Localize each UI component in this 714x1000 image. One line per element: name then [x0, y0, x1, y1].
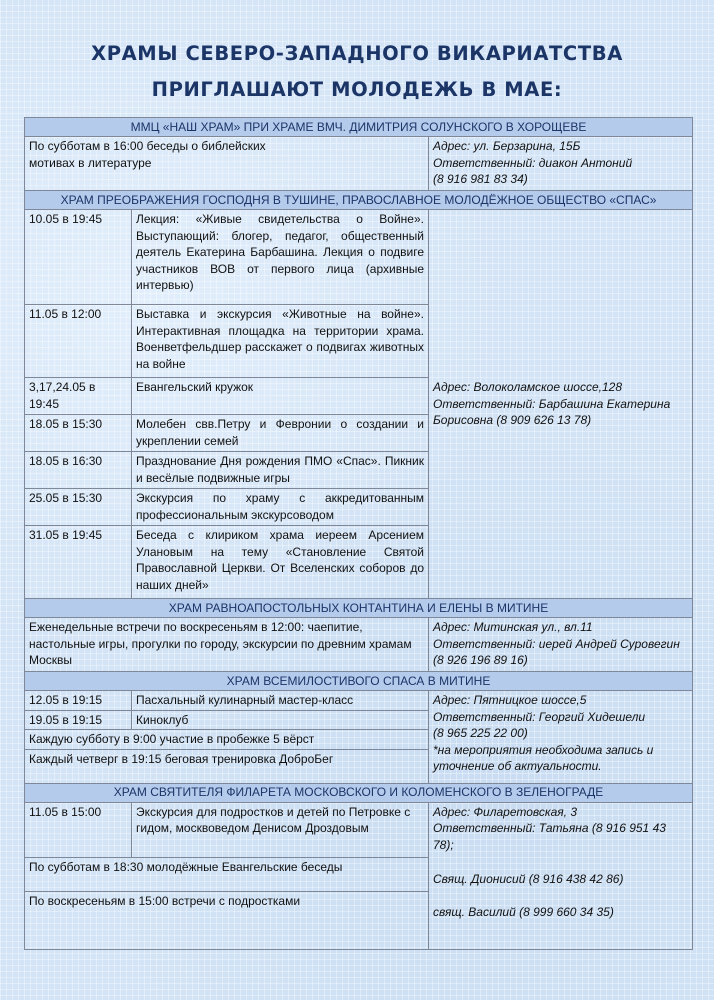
- event-date: 19.05 в 19:15: [25, 710, 132, 730]
- contact-cell: [429, 210, 693, 599]
- page-title-line2: ПРИГЛАШАЮТ МОЛОДЕЖЬ В МАЕ:: [151, 78, 563, 101]
- section-header: ХРАМ ПРЕОБРАЖЕНИЯ ГОСПОДНЯ В ТУШИНЕ, ПРАВОСЛАВНОЕ МОЛОДЁЖНОЕ ОБЩЕСТВО «СПАС»: [25, 191, 693, 210]
- event-date: 11.05 в 12:00: [25, 305, 132, 378]
- spacer: [433, 854, 688, 871]
- contact-cell: [429, 802, 693, 949]
- signup-note: *на мероприятия необходима запись и уточнение об актуальности.: [433, 742, 654, 774]
- event-description: Экскурсия для подростков и детей по Петровке с гидом, москвоведом Денисом Дроздовым: [132, 802, 429, 857]
- responsible: Ответственный: иерей Андрей Суровегин: [433, 636, 680, 651]
- section-header: ММЦ «НАШ ХРАМ» ПРИ ХРАМЕ ВМЧ. ДИМИТРИЯ СОЛУНСКОГО В ХОРОЩЕВЕ: [25, 118, 693, 137]
- responsible: Ответственный: диакон Антоний: [433, 155, 633, 170]
- event-description: Молебен свв.Петру и Февронии о создании и укреплении семей: [132, 415, 429, 452]
- responsible: Ответственный: Татьяна (8 916 951 43 78);: [433, 821, 666, 852]
- contact-cell: [429, 618, 693, 672]
- contact-priest-1: Свящ. Дионисий (8 916 438 42 86): [433, 871, 624, 886]
- section-header: ХРАМ СВЯТИТЕЛЯ ФИЛАРЕТА МОСКОВСКОГО И КОЛОМЕНСКОГО В ЗЕЛЕНОГРАДЕ: [25, 783, 693, 802]
- weekly-event: По воскресеньям в 15:00 встречи с подростками: [25, 891, 429, 949]
- spacer: [433, 887, 688, 904]
- event-date: 12.05 в 19:15: [25, 691, 132, 711]
- phone: (8 965 225 22 00): [433, 726, 528, 741]
- contact-priest-2: свящ. Василий (8 999 660 34 35): [433, 905, 614, 920]
- phone: (8 916 981 83 34): [433, 172, 528, 187]
- event-date: 31.05 в 19:45: [25, 526, 132, 599]
- weekly-event: Каждую субботу в 9:00 участие в пробежке 5 вёрст: [25, 730, 429, 750]
- event-description: Киноклуб: [132, 710, 429, 730]
- contact-cell: [429, 691, 693, 784]
- event-description: Выставка и экскурсия «Животные на войне». Интерактивная площадка на территории храма. Военветфельдшер расскажет о подвигах животных на войне: [132, 305, 429, 378]
- contact-cell: [429, 137, 693, 191]
- responsible: Ответственный: Георгий Хидешели: [433, 709, 646, 724]
- responsible: Ответственный: Барбашина Екатерина Борисовна (8 909 626 13 78): [433, 396, 671, 428]
- address: Адрес: Филаретовская, 3: [433, 804, 578, 819]
- address: Адрес: Пятницкое шоссе,5: [433, 693, 587, 707]
- event-date: 3,17,24.05 в 19:45: [25, 378, 132, 415]
- event-description: Празднование Дня рождения ПМО «Спас». Пикник и весёлые подвижные игры: [132, 452, 429, 489]
- section-header: ХРАМ РАВНОАПОСТОЛЬНЫХ КОНТАНТИНА И ЕЛЕНЫ В МИТИНЕ: [25, 599, 693, 618]
- weekly-event: По субботам в 18:30 молодёжные Евангельские беседы: [25, 857, 429, 891]
- address: Адрес: ул. Берзарина, 15Б: [433, 139, 581, 153]
- event-date: 25.05 в 15:30: [25, 489, 132, 526]
- event-description: Экскурсия по храму с аккредитованным профессиональным экскурсоводом: [132, 489, 429, 526]
- event-date: 18.05 в 15:30: [25, 415, 132, 452]
- address: Адрес: Митинская ул., вл.11: [433, 620, 593, 634]
- event-date: 11.05 в 15:00: [25, 802, 132, 857]
- phone: (8 926 196 89 16): [433, 653, 528, 668]
- event-description: Еженедельные встречи по воскресеньям в 12:00: чаепитие, настольные игры, прогулки по городу, экскурсии по древним храмам Москвы: [25, 618, 429, 672]
- schedule-table: [24, 117, 693, 950]
- weekly-event: Каждый четверг в 19:15 беговая тренировка ДоброБег: [25, 749, 429, 783]
- event-description: Беседа с клириком храма иереем Арсением Улановым на тему «Становление Святой Православной Церкви. От Вселенских соборов до наших дней»: [132, 526, 429, 599]
- page-title-line1: ХРАМЫ СЕВЕРО-ЗАПАДНОГО ВИКАРИАТСТВА: [91, 42, 623, 65]
- event-description: Лекция: «Живые свидетельства о Войне». Выступающий: блогер, педагог, общественный деятель Екатерина Барбашина. Лекция о подвиге участников ВОВ от первого лица (архивные интервью): [132, 210, 429, 305]
- event-description: Евангельский кружок: [132, 378, 429, 415]
- event-description: По субботам в 16:00 беседы о библейских мотивах в литературе: [25, 137, 429, 191]
- event-date: 10.05 в 19:45: [25, 210, 132, 305]
- address: Адрес: Волоколамское шоссе,128: [433, 380, 622, 395]
- event-description: Пасхальный кулинарный мастер-класс: [132, 691, 429, 711]
- event-date: 18.05 в 16:30: [25, 452, 132, 489]
- section-header: ХРАМ ВСЕМИЛОСТИВОГО СПАСА В МИТИНЕ: [25, 672, 693, 691]
